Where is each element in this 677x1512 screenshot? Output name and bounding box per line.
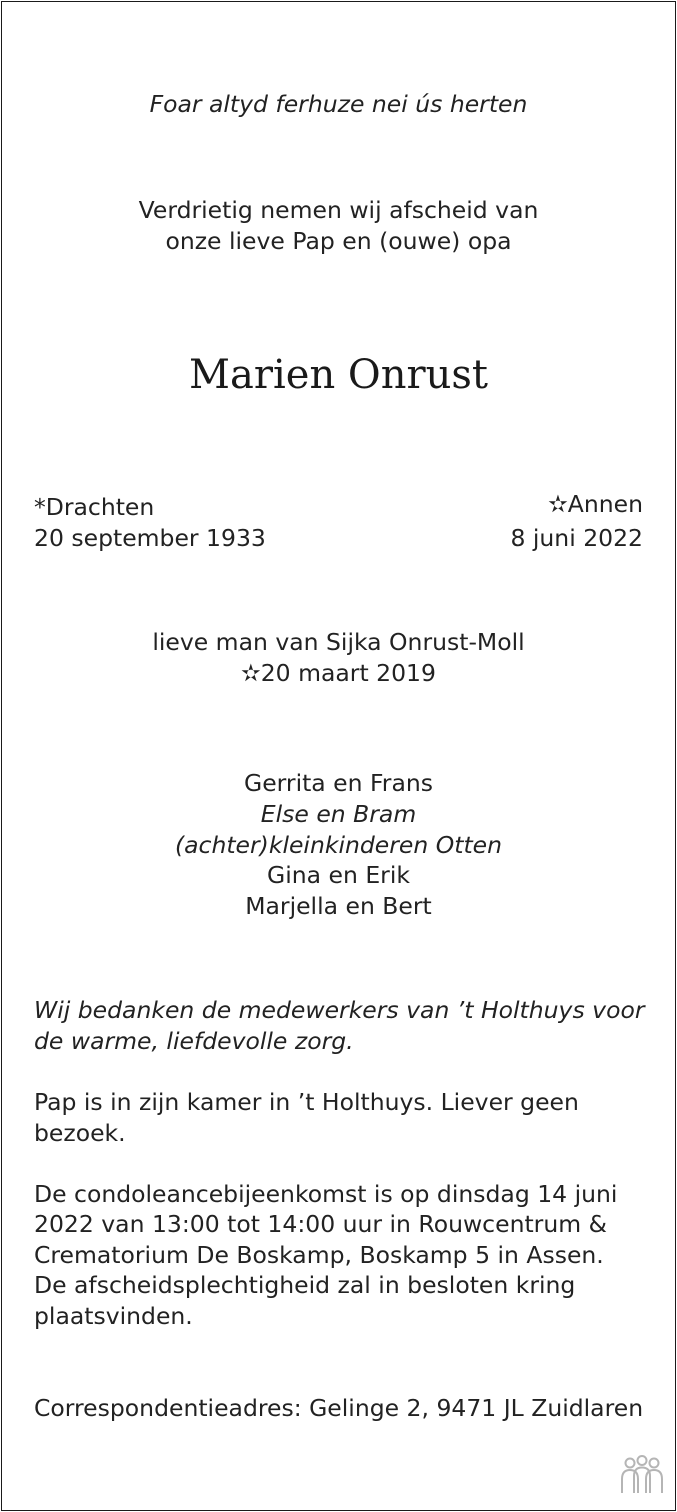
birth-date: 20 september 1933 xyxy=(34,524,266,552)
motto: Foar altyd ferhuze nei ús herten xyxy=(149,90,528,118)
family-line-3: (achter)kleinkinderen Otten xyxy=(174,831,503,859)
ceremony-line-2: 2022 van 13:00 tot 14:00 uur in Rouwcentrum & xyxy=(34,1210,607,1238)
visit-line-1: Pap is in zijn kamer in ’t Holthuys. Liever geen xyxy=(34,1088,579,1116)
correspondence-address: Correspondentieadres: Gelinge 2, 9471 JL Zuidlaren xyxy=(34,1394,644,1422)
ceremony-line-5: plaatsvinden. xyxy=(34,1302,193,1330)
death-date: 8 juni 2022 xyxy=(510,524,643,552)
ceremony-line-1: De condoleancebijeenkomst is op dinsdag 14 juni xyxy=(34,1180,618,1208)
ceremony-line-4: De afscheidsplechtigheid zal in besloten kring xyxy=(34,1271,576,1299)
birth-place: *Drachten xyxy=(34,493,155,521)
family-line-2: Else en Bram xyxy=(260,800,417,828)
spouse-line-1: lieve man van Sijka Onrust-Moll xyxy=(152,628,525,656)
death-place: ✫Annen xyxy=(548,490,643,518)
thanks-line-1: Wij bedanken de medewerkers van ’t Holthuys voor xyxy=(34,996,645,1024)
family-line-1: Gerrita en Frans xyxy=(243,769,434,797)
visit-line-2: bezoek. xyxy=(34,1119,126,1147)
ceremony-line-3: Crematorium De Boskamp, Boskamp 5 in Assen. xyxy=(34,1241,604,1269)
thanks-line-2: de warme, liefdevolle zorg. xyxy=(34,1027,354,1055)
intro-line-2: onze lieve Pap en (ouwe) opa xyxy=(165,227,512,255)
people-group-icon xyxy=(618,1455,666,1495)
family-line-4: Gina en Erik xyxy=(267,861,410,889)
spouse-line-2: ✫20 maart 2019 xyxy=(241,659,436,687)
deceased-name: Marien Onrust xyxy=(189,352,488,398)
intro-line-1: Verdrietig nemen wij afscheid van xyxy=(138,196,539,224)
family-line-5: Marjella en Bert xyxy=(245,892,432,920)
